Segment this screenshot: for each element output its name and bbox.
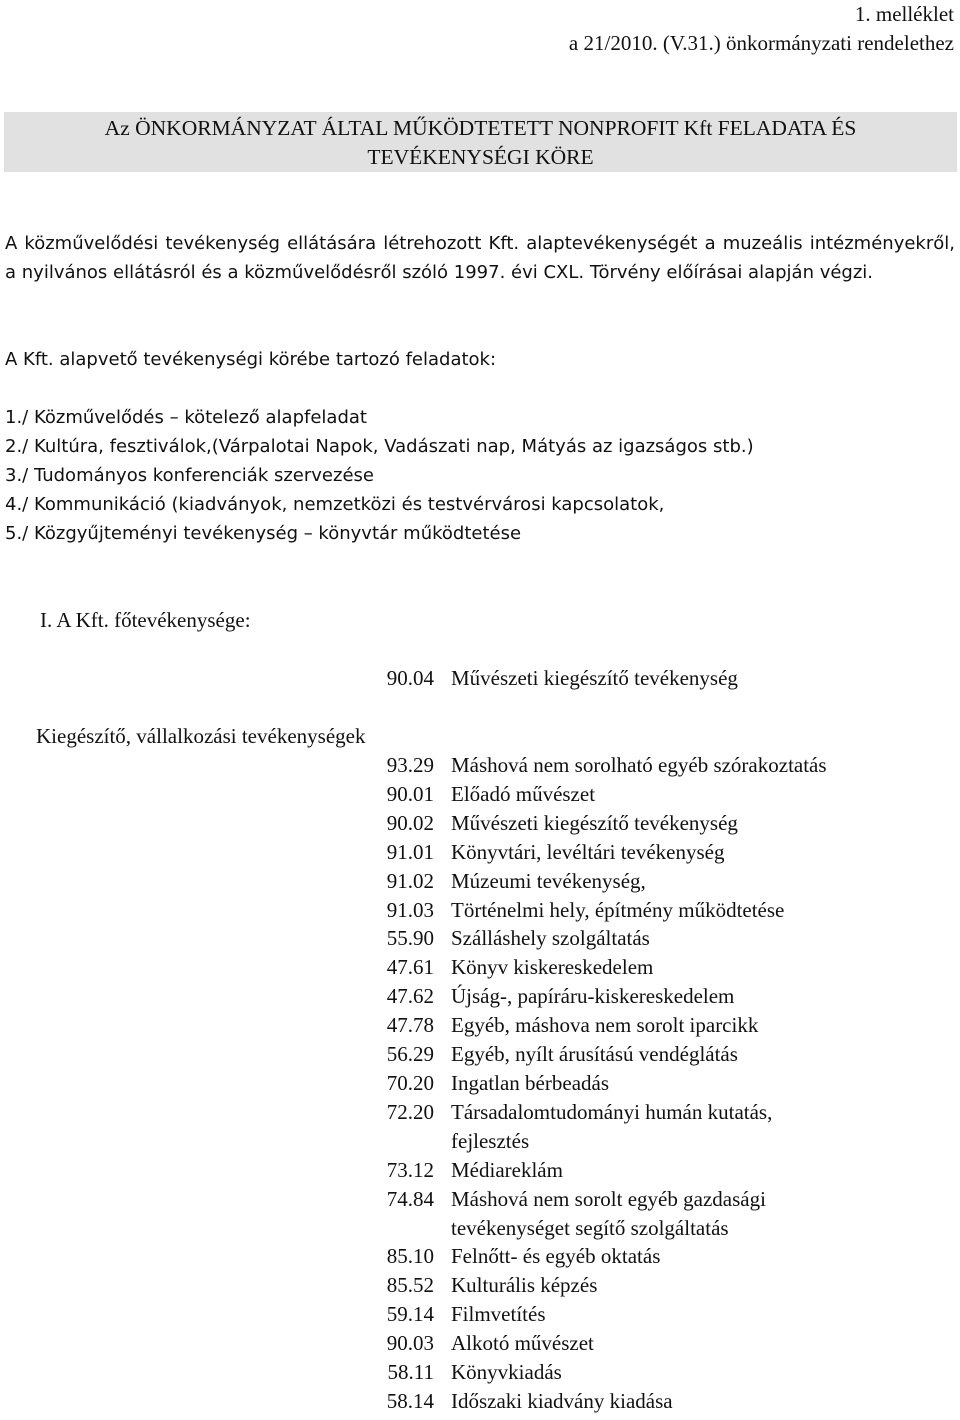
activity-row	[0, 982, 960, 1011]
activity-code: 47.62	[386, 984, 434, 1009]
activity-row	[0, 1040, 960, 1069]
tasks-heading: A Kft. alapvető tevékenységi körébe tartozó feladatok:	[5, 349, 497, 370]
activity-row	[0, 953, 960, 982]
activity-row	[0, 867, 960, 896]
activity-code: 56.29	[386, 1042, 434, 1066]
activity-description: Múzeumi tevékenység,	[451, 868, 646, 893]
activity-row	[0, 1098, 960, 1156]
task-item: 3./ Tudományos konferenciák szervezése	[5, 465, 374, 486]
activity-row	[0, 1156, 960, 1185]
task-item: 5./ Közgyűjteményi tevékenység – könyvtár működtetése	[5, 523, 522, 544]
activity-description: Máshová nem sorolható egyéb szórakoztatás	[451, 753, 827, 777]
title-line-2: TEVÉKENYSÉGI KÖRE	[367, 145, 594, 169]
intro-paragraph: A közművelődési tevékenység ellátására létrehozott Kft. alaptevékenységét a muzeális intézményekről, a nyilvános ellátásról és a közművelődésről szóló 1997. évi CXL. Törvény előírásai alapján végzi.	[5, 233, 955, 283]
activity-code: 90.02	[386, 810, 434, 835]
main-activity-label: I. A Kft. főtevékenysége:	[40, 608, 251, 632]
activity-description-continued: fejlesztés	[451, 1128, 530, 1153]
activity-code: 58.14	[386, 1388, 434, 1413]
supplementary-heading: Kiegészítő, vállalkozási tevékenységek	[36, 724, 366, 748]
activity-row	[0, 924, 960, 953]
activity-code: 91.02	[386, 868, 434, 893]
activity-description: Előadó művészet	[451, 781, 596, 806]
activity-code: 91.03	[386, 897, 434, 922]
activity-row	[0, 1185, 960, 1243]
activity-description: Könyvtári, levéltári tevékenység	[451, 839, 725, 864]
activity-row	[0, 838, 960, 867]
activity-description: Társadalomtudományi humán kutatás,	[451, 1099, 773, 1124]
activity-description: Máshová nem sorolt egyéb gazdasági	[451, 1186, 766, 1211]
activity-code: 47.61	[386, 955, 434, 980]
activity-code: 90.01	[386, 781, 434, 806]
activity-code: 72.20	[386, 1099, 434, 1124]
activity-description: Művészeti kiegészítő tevékenység	[451, 666, 738, 690]
activity-description: Ingatlan bérbeadás	[451, 1070, 610, 1095]
activity-description: Újság-, papíráru-kiskereskedelem	[451, 984, 735, 1009]
activity-code: 85.10	[386, 1244, 434, 1269]
activity-description: Művészeti kiegészítő tevékenység	[451, 810, 738, 835]
task-item: 4./ Kommunikáció (kiadványok, nemzetközi és testvérvárosi kapcsolatok,	[5, 494, 665, 515]
annex-number: 1. melléklet	[854, 2, 954, 26]
activity-row	[0, 780, 960, 809]
title-line-1: Az ÖNKORMÁNYZAT ÁLTAL MŰKÖDTETETT NONPROFIT Kft FELADATA ÉS	[104, 116, 857, 140]
activity-description: Kulturális képzés	[451, 1273, 598, 1298]
activity-description: Könyv kiskereskedelem	[451, 955, 654, 980]
activity-row	[0, 1329, 960, 1358]
activity-row	[0, 1300, 960, 1329]
activity-description: Egyéb, máshova nem sorolt iparcikk	[451, 1013, 759, 1038]
activity-code: 55.90	[386, 926, 434, 951]
activity-code: 73.12	[386, 1157, 434, 1182]
activity-code: 47.78	[386, 1013, 434, 1038]
task-item: 2./ Kultúra, fesztiválok,(Várpalotai Napok, Vadászati nap, Mátyás az igazságos stb.)	[5, 436, 754, 457]
activity-code: 70.20	[386, 1070, 434, 1095]
decree-reference: a 21/2010. (V.31.) önkormányzati rendelethez	[568, 31, 954, 55]
activity-description: Filmvetítés	[451, 1302, 546, 1327]
activity-description: Alkotó művészet	[451, 1331, 594, 1355]
activity-row	[0, 896, 960, 925]
activity-description: Egyéb, nyílt árusítású vendéglátás	[451, 1042, 738, 1066]
activity-description: Időszaki kiadvány kiadása	[451, 1388, 673, 1413]
activity-row	[0, 751, 960, 780]
task-item: 1./ Közművelődés – kötelező alapfeladat	[5, 407, 367, 428]
activity-code: 90.04	[386, 666, 434, 690]
activity-row	[0, 1271, 960, 1300]
document-title	[4, 112, 957, 172]
activity-description: Felnőtt- és egyéb oktatás	[451, 1244, 661, 1269]
activity-code: 91.01	[386, 839, 434, 864]
activity-code: 90.03	[386, 1331, 434, 1355]
activity-description: Médiareklám	[451, 1157, 563, 1182]
activity-row	[0, 1069, 960, 1098]
activity-code: 59.14	[386, 1302, 434, 1327]
activity-code: 93.29	[386, 753, 434, 777]
activity-row	[0, 1387, 960, 1416]
activity-description-continued: tevékenységet segítő szolgáltatás	[451, 1215, 729, 1240]
main-activity-row	[0, 664, 960, 693]
activity-code: 58.11	[387, 1359, 434, 1384]
activity-row	[0, 1011, 960, 1040]
activity-description: Könyvkiadás	[451, 1359, 562, 1384]
activity-description: Szálláshely szolgáltatás	[451, 926, 650, 951]
activity-row	[0, 809, 960, 838]
activity-row	[0, 1242, 960, 1271]
activity-code: 85.52	[386, 1273, 434, 1298]
activity-description: Történelmi hely, építmény működtetése	[451, 897, 785, 922]
activity-row	[0, 1358, 960, 1387]
activity-code: 74.84	[386, 1186, 434, 1211]
